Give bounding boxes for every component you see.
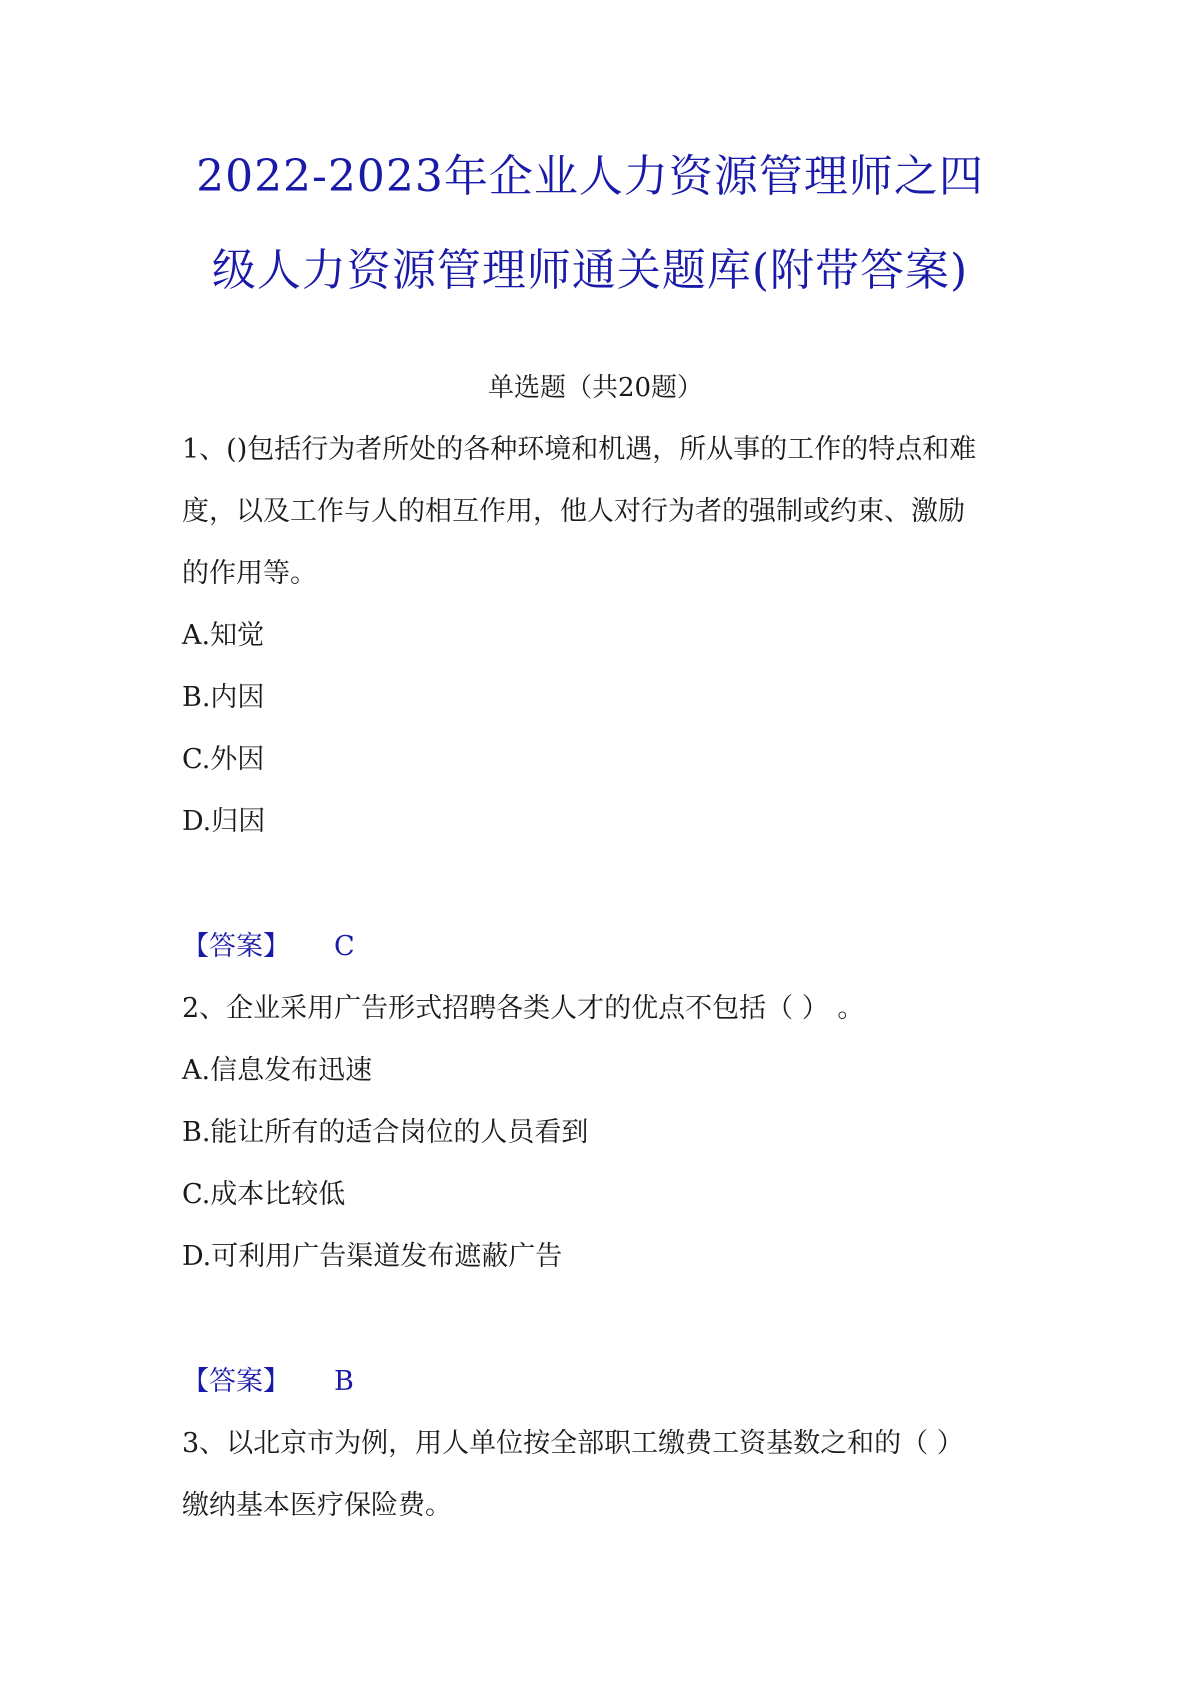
answer-label: 【答案】 <box>182 931 290 962</box>
question-1-stem-line-1: 1、()包括行为者所处的各种环境和机遇，所从事的工作的特点和难 <box>182 434 977 465</box>
question-1-stem-line-2: 度，以及工作与人的相互作用，他人对行为者的强制或约束、激励 <box>182 496 965 527</box>
question-3-stem-line-1: 3、以北京市为例，用人单位按全部职工缴费工资基数之和的（ ） <box>182 1428 964 1459</box>
title-line-2: 级人力资源管理师通关题库(附带答案) <box>211 245 969 296</box>
question-2-option-a: A.信息发布迅速 <box>182 1055 373 1086</box>
answer-value: C <box>334 931 355 962</box>
question-1-option-b: B.内因 <box>182 682 265 713</box>
answer-label: 【答案】 <box>182 1366 290 1397</box>
question-2-stem-line-1: 2、企业采用广告形式招聘各类人才的优点不包括（ ） 。 <box>182 993 865 1024</box>
document-title <box>150 130 1030 318</box>
question-1-answer <box>182 929 355 965</box>
question-3-stem-line-2: 缴纳基本医疗保险费。 <box>182 1490 452 1521</box>
question-1-stem-line-3: 的作用等。 <box>182 558 317 589</box>
answer-value: B <box>334 1366 354 1397</box>
question-2-option-b: B.能让所有的适合岗位的人员看到 <box>182 1117 589 1148</box>
question-2-option-c: C.成本比较低 <box>182 1179 346 1210</box>
title-line-1: 2022-2023年企业人力资源管理师之四 <box>196 151 984 202</box>
question-2-option-d: D.可利用广告渠道发布遮蔽广告 <box>182 1241 563 1272</box>
question-1-option-d: D.归因 <box>182 806 266 837</box>
section-heading: 单选题（共20题） <box>487 373 704 403</box>
question-2-answer <box>182 1364 354 1400</box>
question-1-option-c: C.外因 <box>182 744 265 775</box>
question-1-option-a: A.知觉 <box>182 620 265 651</box>
